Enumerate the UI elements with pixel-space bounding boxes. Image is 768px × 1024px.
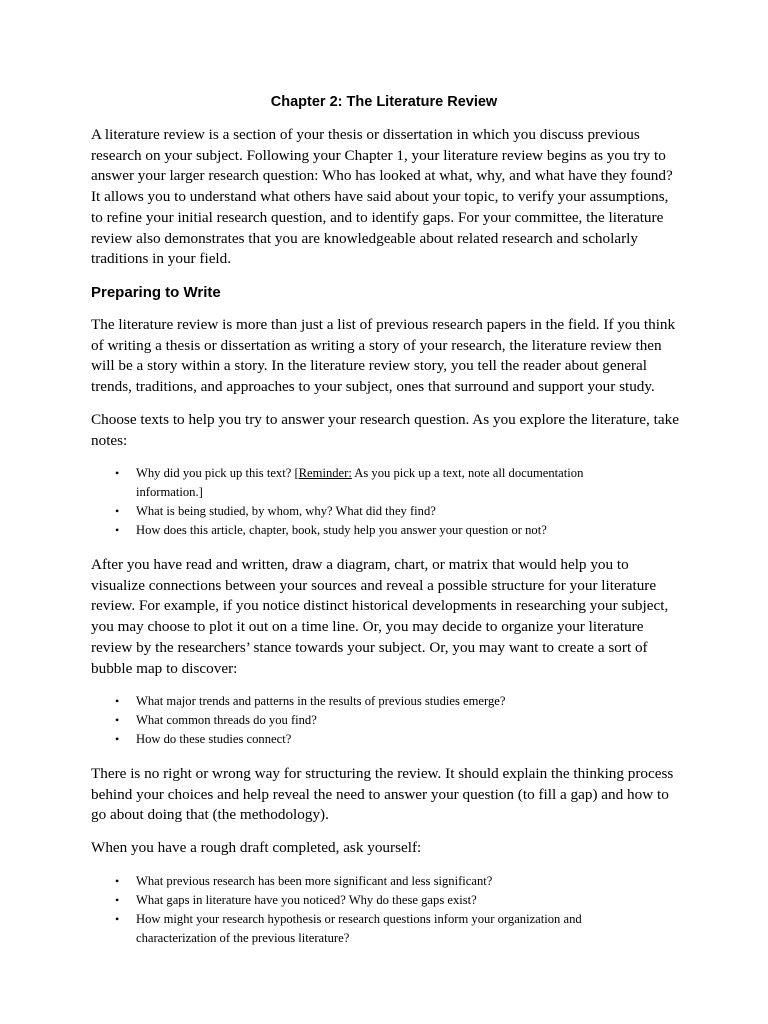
text-line: information.] <box>136 485 203 499</box>
page-title: Chapter 2: The Literature Review <box>270 94 498 110</box>
text-line: bubble map to discover: <box>91 659 238 677</box>
bullet-icon: • <box>115 466 120 480</box>
text-line: notes: <box>91 431 128 449</box>
text-line: What previous research has been more significant and less significant? <box>136 874 493 888</box>
text-line: What major trends and patterns in the results of previous studies emerge? <box>136 694 506 708</box>
text-line: answer your larger research question: Who has looked at what, why, and what have they found? <box>91 167 673 185</box>
text-line: What is being studied, by whom, why? What did they find? <box>136 504 436 518</box>
bullet-icon: • <box>115 694 120 708</box>
bullet-list-notes <box>91 464 691 540</box>
text-line: visualize connections between your sources and reveal a possible structure for your literature <box>91 576 657 594</box>
text-line: review by the researchers’ stance towards your subject. Or, you may want to create a sort of <box>91 638 648 656</box>
text-line: research on your subject. Following your Chapter 1, your literature review begins as you try to <box>91 146 666 164</box>
section-heading: Preparing to Write <box>91 284 221 301</box>
list-item <box>91 730 691 749</box>
text-line: A literature review is a section of your thesis or dissertation in which you discuss previous <box>91 126 640 143</box>
bullet-icon: • <box>115 912 120 926</box>
list-item <box>91 872 691 891</box>
list-item <box>91 891 691 910</box>
text-line: What common threads do you find? <box>136 713 317 727</box>
bullet-icon: • <box>115 713 120 727</box>
text-line: trends, traditions, and approaches to your subject, ones that surround and support your study. <box>91 378 655 396</box>
list-item <box>91 502 691 521</box>
bullet-icon: • <box>115 893 120 907</box>
paragraph-2 <box>91 410 691 451</box>
text-line: What gaps in literature have you noticed? Why do these gaps exist? <box>136 893 477 907</box>
text-line: Choose texts to help you try to answer your research question. As you explore the literature, take <box>91 411 679 428</box>
text-line <box>136 464 691 483</box>
text-line: to refine your initial research question, and to identify gaps. For your committee, the literature <box>91 208 664 226</box>
text-line: go about doing that (the methodology). <box>91 806 329 824</box>
bullet-list-bubble-map <box>91 692 691 749</box>
text-line: It allows you to understand what others have said about your topic, to verify your assumptions, <box>91 188 669 206</box>
list-item <box>91 464 691 502</box>
text-line: review. For example, if you notice distinct historical developments in researching your subject, <box>91 597 669 615</box>
bullet-icon: • <box>115 504 120 518</box>
intro-paragraph <box>91 125 691 270</box>
text-span: As you pick up a text, note all documentation <box>351 466 584 480</box>
list-item <box>91 521 691 540</box>
paragraph-3 <box>91 555 691 679</box>
text-line: traditions in your field. <box>91 250 232 268</box>
list-item <box>91 692 691 711</box>
text-line: behind your choices and help reveal the need to answer your question (to fill a gap) and how to <box>91 785 669 803</box>
text-line: you may choose to plot it out on a time line. Or, you may decide to organize your literature <box>91 618 644 636</box>
paragraph-4 <box>91 764 691 826</box>
text-line: characterization of the previous literature? <box>136 931 350 945</box>
text-line: How might your research hypothesis or research questions inform your organization and <box>136 912 582 926</box>
text-line: review also demonstrates that you are knowledgeable about related research and scholarly <box>91 229 638 247</box>
list-item <box>91 910 691 948</box>
text-line: of writing a thesis or dissertation as writing a story of your research, the literature review then <box>91 336 662 354</box>
bullet-list-draft-questions <box>91 872 691 948</box>
paragraph-1 <box>91 315 691 398</box>
text-line: will be a story within a story. In the literature review story, you tell the reader about general <box>91 357 647 375</box>
paragraph-5 <box>91 838 691 859</box>
list-item <box>91 711 691 730</box>
text-line: After you have read and written, draw a diagram, chart, or matrix that would help you to <box>91 556 629 573</box>
bullet-icon: • <box>115 732 120 746</box>
text-line: How do these studies connect? <box>136 732 292 746</box>
text-line: There is no right or wrong way for structuring the review. It should explain the thinking process <box>91 765 674 782</box>
text-line: The literature review is more than just a list of previous research papers in the field. If you think <box>91 316 676 333</box>
text-span: Why did you pick up this text? [ <box>136 466 299 480</box>
reminder-label: Reminder: <box>298 466 352 480</box>
bullet-icon: • <box>115 874 120 888</box>
bullet-icon: • <box>115 523 120 537</box>
text-line: When you have a rough draft completed, ask yourself: <box>91 839 422 856</box>
text-line: How does this article, chapter, book, study help you answer your question or not? <box>136 523 547 537</box>
